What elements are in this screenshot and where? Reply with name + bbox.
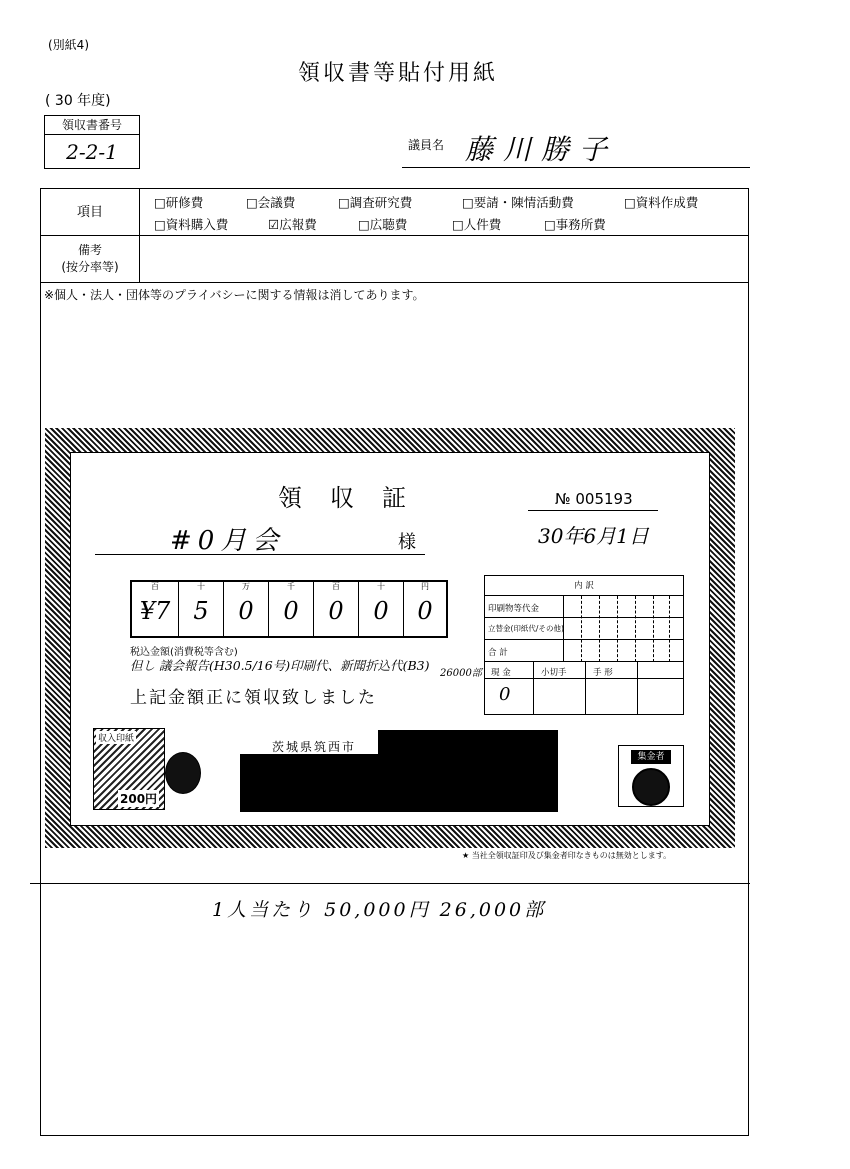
item-petition: □要請・陳情活動費 xyxy=(462,195,574,210)
amount-cell xyxy=(358,582,403,636)
fiscal-year: ( 30 年度) xyxy=(45,93,111,109)
member-underline xyxy=(402,167,750,168)
amount-unit: 円 xyxy=(421,582,429,591)
amount-cell xyxy=(178,582,223,636)
item-hearing: □広聴費 xyxy=(358,217,408,232)
amount-cell xyxy=(223,582,268,636)
receipt-honorific: 様 xyxy=(398,532,416,553)
item-research: □調査研究費 xyxy=(338,195,413,210)
breakdown-divider xyxy=(637,662,638,714)
item-personnel: □人件費 xyxy=(452,217,502,232)
payee-underline xyxy=(95,554,425,555)
amount-digit: 0 xyxy=(417,597,433,625)
amount-cell xyxy=(313,582,358,636)
item-publicity: ☑広報費 xyxy=(268,217,317,232)
privacy-note: ※個人・法人・団体等のプライバシーに関する情報は消してあります。 xyxy=(44,288,425,302)
amount-digit: 0 xyxy=(283,597,299,625)
breakdown-header: 内 訳 xyxy=(485,576,683,596)
receipt-number-value: 2-2-1 xyxy=(66,140,118,164)
receipt-number-label: 領収書番号 xyxy=(45,116,139,135)
item-training: □研修費 xyxy=(154,195,204,210)
redaction-block xyxy=(240,754,558,812)
breakdown-line xyxy=(485,678,683,679)
breakdown-table xyxy=(484,575,684,715)
check-label: 小切手 xyxy=(541,668,567,678)
handwritten-note: 1人当たり 50,000円 26,000部 xyxy=(212,899,547,921)
attachment-label: (別紙4) xyxy=(48,38,89,52)
separator-line xyxy=(30,883,750,884)
item-materials-creation: □資料作成費 xyxy=(624,195,699,210)
issuer-address: 茨城県筑西市 xyxy=(272,740,357,754)
amount-unit: 十 xyxy=(197,582,205,591)
digit-divider xyxy=(617,596,618,662)
receipt-date: 30年6月1日 xyxy=(538,524,649,548)
item-materials-purchase: □資料購入費 xyxy=(154,217,229,232)
collector-seal-label: 集金者 xyxy=(631,750,671,764)
amount-unit: 百 xyxy=(151,582,159,591)
cancel-seal-icon xyxy=(165,752,201,794)
digit-divider xyxy=(653,596,654,662)
breakdown-divider xyxy=(533,662,534,714)
breakdown-divider xyxy=(563,596,564,662)
breakdown-row-label: 立替金(印紙代/その他) xyxy=(488,624,564,633)
revenue-stamp-label: 収入印紙 xyxy=(96,731,136,744)
item-header: 項目 xyxy=(41,189,140,236)
receipt-quantity: 26000部 xyxy=(440,668,482,679)
tax-label: 税込金額(消費税等含む) xyxy=(130,647,238,658)
amount-digit: 0 xyxy=(373,597,389,625)
digit-divider xyxy=(669,596,670,662)
amount-digit: 0 xyxy=(328,597,344,625)
receipt-number-box xyxy=(44,115,140,169)
member-name: 藤川勝子 xyxy=(465,133,618,166)
note-header-main: 備考 xyxy=(77,243,102,257)
note-header-sub: (按分率等) xyxy=(61,260,119,274)
collector-seal-icon xyxy=(632,768,670,806)
receipt-payee: #0月会 xyxy=(170,526,285,556)
member-label: 議員名 xyxy=(408,138,445,152)
item-checkboxes xyxy=(140,189,748,236)
digit-divider xyxy=(599,596,600,662)
digit-divider xyxy=(581,596,582,662)
receipt-serial-underline xyxy=(528,510,658,511)
breakdown-divider xyxy=(585,662,586,714)
amount-unit: 百 xyxy=(332,582,340,591)
digit-divider xyxy=(635,596,636,662)
amount-cell xyxy=(403,582,446,636)
breakdown-row-label: 合 計 xyxy=(488,648,508,658)
amount-cell xyxy=(132,582,178,636)
amount-digit: ¥7 xyxy=(139,597,171,625)
receipt-serial: № 005193 xyxy=(555,490,633,508)
receipt-footnote: ★ 当社全領収証印及び集金者印なきものは無効とします。 xyxy=(462,851,672,860)
amount-cell xyxy=(268,582,313,636)
bill-label: 手 形 xyxy=(593,668,613,678)
item-meeting: □会議費 xyxy=(246,195,296,210)
redaction-block xyxy=(378,730,558,754)
note-header xyxy=(41,236,140,283)
note-cell xyxy=(140,236,748,283)
amount-unit: 十 xyxy=(377,582,385,591)
amount-digit: 0 xyxy=(238,597,254,625)
cash-label: 現 金 xyxy=(491,668,511,678)
amount-digit: 5 xyxy=(193,597,209,625)
amount-unit: 千 xyxy=(287,582,295,591)
item-office: □事務所費 xyxy=(544,217,606,232)
page-title: 領収書等貼付用紙 xyxy=(298,61,499,86)
receipt-title: 領収証 xyxy=(278,484,434,512)
amount-unit: 万 xyxy=(242,582,250,591)
breakdown-row-label: 印刷物等代金 xyxy=(488,604,540,614)
revenue-stamp-value: 200円 xyxy=(120,792,158,806)
cash-value: 0 xyxy=(499,684,511,705)
collector-seal-box xyxy=(618,745,684,807)
amount-box xyxy=(130,580,448,638)
receipt-purpose: 但し 議会報告(H30.5/16号)印刷代、新聞折込代(B3) xyxy=(130,658,430,673)
received-statement: 上記金額正に領収致しました xyxy=(130,688,377,708)
